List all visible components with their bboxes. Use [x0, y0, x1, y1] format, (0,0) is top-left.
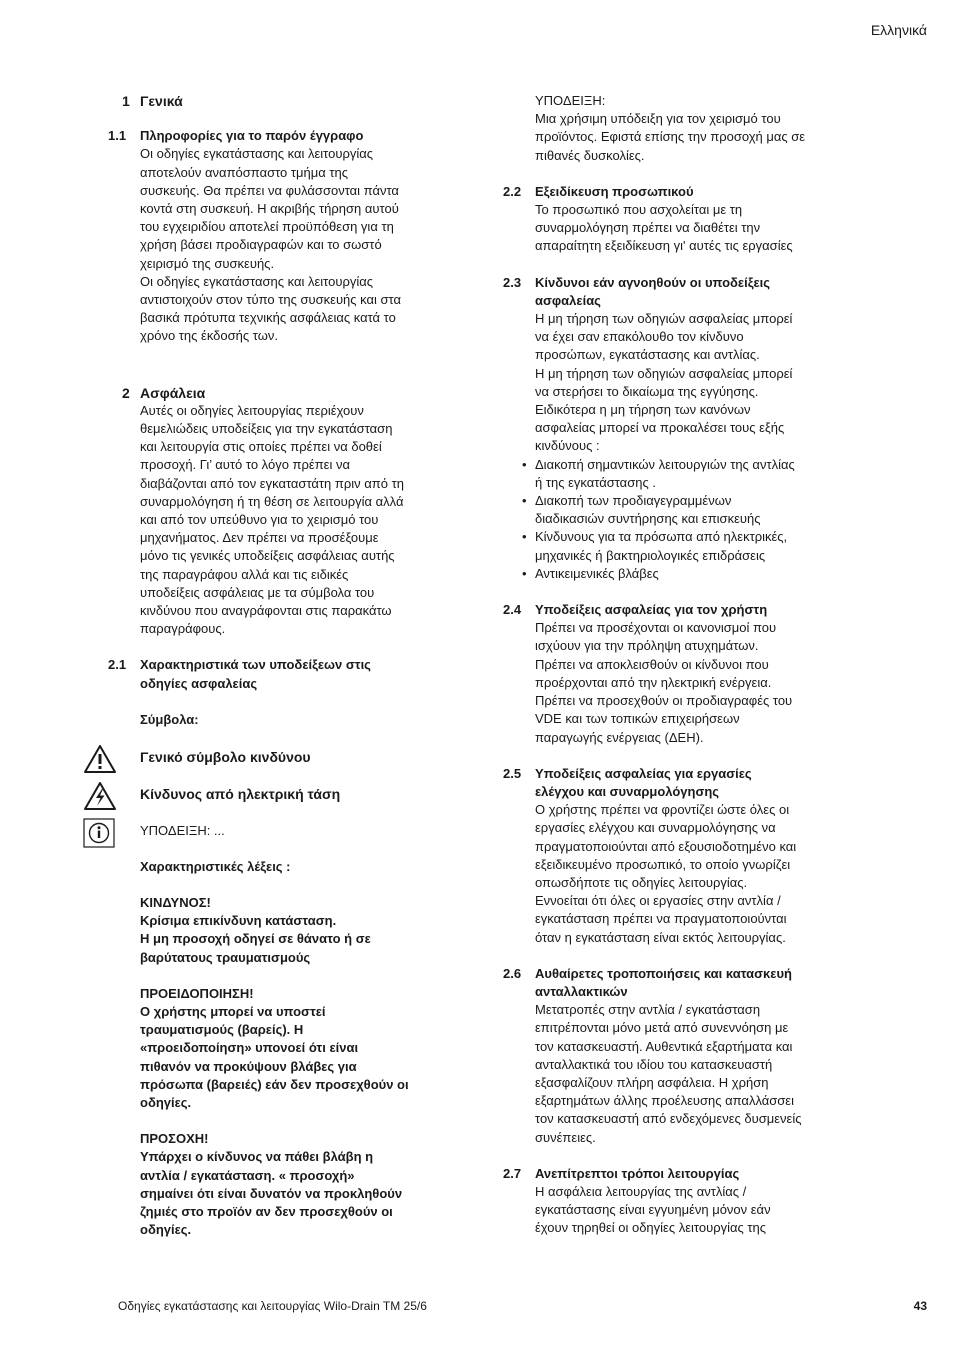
text-line: έχουν τηρηθεί οι οδηγίες λειτουργίας της [535, 1220, 767, 1236]
text-line: προϊόντος. Εφιστά επίσης την προσοχή μας σε [535, 129, 806, 145]
text-line: συναρμολόγηση πρέπει να διαθέτει την [535, 220, 761, 236]
text-line: Πρέπει να αποκλεισθούν οι κίνδυνοι που [535, 656, 769, 672]
text-line: ή της εγκατάστασης . [535, 474, 656, 490]
note-intro [535, 92, 833, 165]
section-number: 1 [122, 93, 130, 109]
note-label: ΥΠΟΔΕΙΞΗ: ... [140, 822, 225, 838]
text-line: συνέπειες. [535, 1129, 596, 1145]
text-line: της παραγράφου αλλά και τις ειδικές [140, 566, 349, 582]
text-line: ασφαλείας μπορεί να προκαλέσει τους εξής [535, 420, 785, 436]
title-line: ασφαλείας [535, 292, 601, 308]
text-line: συσκευής. Θα πρέπει να φυλάσσονται πάντα [140, 182, 399, 198]
text-line: αντλία / εγκατάσταση. « προσοχή» [140, 1167, 355, 1183]
section-2 [108, 384, 438, 639]
text-line: θεμελιώδεις υποδείξεις για την εγκατάσταση [140, 421, 393, 437]
text-line: Πρέπει να προσεχθούν οι προδιαγραφές του [535, 693, 793, 709]
text-line: κινδύνους : [535, 438, 600, 454]
text-line: Η μη προσοχή οδηγεί σε θάνατο ή σε [140, 931, 371, 947]
list-item [535, 492, 833, 528]
section-number: 2.3 [503, 274, 522, 290]
text-line: «προειδοποίηση» υπονοεί ότι είναι [140, 1040, 359, 1056]
section-title [535, 274, 833, 310]
text-line: Οι οδηγίες εγκατάστασης και λειτουργίας [140, 146, 374, 162]
section-title: Πληροφορίες για το παρόν έγγραφο [140, 128, 364, 144]
text-line: ζημιές στο προϊόν αν δεν προσεχθούν οι [140, 1203, 393, 1219]
section-body [535, 201, 833, 256]
text-line: του εγχειριδίου αποτελεί προϋπόθεση για τη [140, 219, 394, 235]
text-line: Εννοείται ότι όλες οι εργασίες στην αντλία / [535, 893, 781, 909]
text-line: αντιστοιχούν στον τύπο της συσκευής και στα [140, 292, 402, 308]
text-line: εξειδικευμένο προσωπικό, το οποίο γνωρίζει [535, 856, 791, 872]
info-icon [83, 818, 115, 848]
text-line: οδηγίες. [140, 1094, 192, 1110]
text-line: Ο χρήστης μπορεί να υποστεί [140, 1003, 326, 1019]
text-line: ΠΡΟΕΙΔΟΠΟΙΗΣΗ! [140, 985, 254, 1001]
text-line: • Διακοπή των προδιαγεγραμμένων [535, 493, 732, 509]
text-line: κοντά στη συσκευή. Η ακριβής τήρηση αυτού [140, 201, 399, 217]
symbols-label: Σύμβολα: [140, 711, 199, 727]
section-body [535, 1183, 833, 1238]
text-line: Η μη τήρηση των οδηγιών ασφαλείας μπορεί [535, 311, 793, 327]
text-line: προέρχονται από την ηλεκτρική ενέργεια. [535, 674, 772, 690]
text-line: σημαίνει ότι είναι δυνατόν να προκληθούν [140, 1185, 403, 1201]
section-body [140, 145, 438, 345]
text-line: βασικά πρότυπα τεχνικής ασφάλειας κατά το [140, 310, 396, 326]
section-2-1 [108, 656, 438, 1239]
section-2-7 [503, 1165, 833, 1238]
text-line: • Αντικειμενικές βλάβες [535, 565, 659, 581]
section-number: 2.6 [503, 965, 522, 981]
section-body [535, 619, 833, 746]
section-number: 2 [122, 384, 130, 401]
text-line: ΚΙΝΔΥΝΟΣ! [140, 894, 211, 910]
text-line: εξασφαλίζουν πλήρη ασφάλεια. Η χρήση [535, 1074, 769, 1090]
text-line: εγκατάσταση πρέπει να πραγματοποιούνται [535, 911, 787, 927]
text-line: τραυματισμούς (βαρείς). Η [140, 1022, 304, 1038]
section-title [140, 656, 438, 692]
text-line: ΠΡΟΣΟΧΗ! [140, 1131, 209, 1147]
text-line: να στερήσει το δικαίωμα της εγγύησης. [535, 383, 759, 399]
note-row [140, 822, 438, 840]
section-2-4 [503, 601, 833, 747]
section-title: Ανεπίτρεπτοι τρόποι λειτουργίας [535, 1165, 740, 1181]
section-2-2 [503, 183, 833, 256]
electric-danger-row [140, 785, 438, 803]
electric-hazard-icon [83, 781, 117, 811]
title-line: Κίνδυνοι εάν αγνοηθούν οι υποδείξεις [535, 274, 771, 290]
warning-triangle-icon [83, 744, 117, 774]
section-title [535, 765, 833, 801]
text-line: Η ασφάλεια λειτουργίας της αντλίας / [535, 1183, 747, 1199]
title-line: Χαρακτηριστικά των υποδείξεων στις [140, 657, 371, 673]
list-item [535, 528, 833, 564]
section-1-heading [108, 92, 438, 110]
section-title: Γενικά [140, 93, 183, 109]
text-line: Ο χρήστης πρέπει να φροντίζει ώστε όλες οι [535, 802, 790, 818]
section-number: 2.1 [108, 657, 127, 673]
text-line: τον κατασκευαστή από ενδεχόμενες δυσμενείς [535, 1111, 802, 1127]
section-2-3 [503, 274, 833, 583]
text-line: Ειδικότερα η μη τήρηση των κανόνων [535, 402, 751, 418]
text-line: VDE και των τοπικών επιχειρήσεων [535, 711, 740, 727]
text-line: απαραίτητη εξειδίκευση γι' αυτές τις εργασίες [535, 238, 793, 254]
warning-block [140, 985, 438, 1112]
general-danger-label: Γενικό σύμβολο κινδύνου [140, 749, 311, 766]
title-line: οδηγίες ασφαλείας [140, 675, 258, 691]
text-line: Μετατροπές στην αντλία / εγκατάσταση [535, 1002, 761, 1018]
text-line: εργασίες ελέγχου και συναρμολόγησης να [535, 820, 776, 836]
text-line: εγκατάστασης είναι εγγυημένη μόνον εάν [535, 1202, 771, 1218]
text-line: εξαρτημάτων άλλης προέλευσης απαλλάσσει [535, 1093, 794, 1109]
text-line: χρόνο της έκδοσής των. [140, 328, 278, 344]
title-line: ανταλλακτικών [535, 983, 628, 999]
text-line: πιθανόν να προκύψουν βλάβες για [140, 1058, 357, 1074]
text-line: και από τον υπεύθυνο για το χειρισμό του [140, 512, 379, 528]
title-line: Υποδείξεις ασφαλείας για εργασίες [535, 765, 752, 781]
language-label: Ελληνικά [870, 22, 927, 38]
text-line: και λειτουργία στις οποίες πρέπει να δοθεί [140, 439, 382, 455]
section-2-6 [503, 965, 833, 1147]
text-line: βαρύτατους τραυματισμούς [140, 949, 311, 965]
text-line: πιθανές δυσκολίες. [535, 147, 645, 163]
section-number: 2.4 [503, 602, 522, 618]
footer-document-title: Οδηγίες εγκατάστασης και λειτουργίας Wilo-Drain TM 25/6 [118, 1299, 427, 1313]
section-title: Ασφάλεια [140, 384, 206, 401]
text-line: χειρισμό της συσκευής. [140, 255, 275, 271]
text-line: διαβάζονται από τον εγκαταστάτη πριν από τη [140, 475, 404, 491]
section-2-5 [503, 765, 833, 947]
page-number: 43 [913, 1299, 927, 1313]
text-line: υποδείξεις ασφάλειας με τα σύμβολα του [140, 584, 375, 600]
section-number: 2.7 [503, 1165, 522, 1181]
text-line: μηχανικές ή βακτηριολογικές επιδράσεις [535, 547, 766, 563]
section-body [535, 1001, 833, 1147]
section-number: 1.1 [108, 128, 127, 144]
section-title: Υποδείξεις ασφαλείας για τον χρήστη [535, 602, 768, 618]
hazard-list [535, 456, 833, 583]
text-line: ισχύουν για την πρόληψη ατυχημάτων. [535, 638, 759, 654]
text-line: Πρέπει να προσέχονται οι κανονισμοί που [535, 620, 777, 636]
text-line: • Διακοπή σημαντικών λειτουργιών της αντλίας [535, 456, 795, 472]
left-column [108, 92, 438, 1239]
text-line: πραγματοποιούνται από εξουσιοδοτημένο και [535, 838, 797, 854]
section-number: 2.2 [503, 183, 522, 199]
right-column [503, 92, 833, 1238]
section-title [535, 965, 833, 1001]
text-line: Αυτές οι οδηγίες λειτουργίας περιέχουν [140, 402, 364, 418]
keywords-label: Χαρακτηριστικές λέξεις : [140, 858, 291, 874]
section-title: Εξειδίκευση προσωπικού [535, 183, 694, 199]
text-line: κινδύνου που αναγράφονται στις παρακάτω [140, 603, 392, 619]
text-line: ΥΠΟΔΕΙΞΗ: [535, 93, 606, 108]
list-item [535, 456, 833, 492]
electric-danger-label: Κίνδυνος από ηλεκτρική τάση [140, 786, 341, 803]
text-line: Μια χρήσιμη υπόδειξη για τον χειρισμό του [535, 111, 781, 127]
text-line: αποτελούν αναπόσπαστο τμήμα της [140, 164, 349, 180]
general-danger-row [140, 748, 438, 766]
title-line: ελέγχου και συναρμολόγησης [535, 783, 720, 799]
text-line: όταν η εγκατάσταση είναι εκτός λειτουργίας. [535, 929, 786, 945]
section-body [535, 310, 833, 456]
text-line: προσοχή. Γι’ αυτό το λόγο πρέπει να [140, 457, 350, 473]
section-number: 2.5 [503, 765, 522, 781]
text-line: Οι οδηγίες εγκατάστασης και λειτουργίας [140, 273, 374, 289]
text-line: προσώπων, εγκατάστασης και αντλίας. [535, 347, 760, 363]
section-1-1 [108, 127, 438, 345]
text-line: πρόσωπα (βαρειές) εάν δεν προσεχθούν οι [140, 1076, 409, 1092]
text-line: οπωσδήποτε τις οδηγίες λειτουργίας. [535, 874, 748, 890]
text-line: συναρμολόγηση ή τη θέση σε λειτουργία αλλά [140, 493, 404, 509]
danger-block [140, 894, 438, 967]
title-line: Αυθαίρετες τροποποιήσεις και κατασκευή [535, 965, 792, 981]
text-line: να έχει σαν επακόλουθο τον κίνδυνο [535, 329, 744, 345]
text-line: επιτρέπονται μόνο μετά από συνεννόηση με [535, 1020, 789, 1036]
text-line: μηχανήματος. Δεν πρέπει να προσέξουμε [140, 530, 379, 546]
text-line: τον κατασκευαστή. Αυθεντικά εξαρτήματα και [535, 1038, 793, 1054]
text-line: μόνο τις γενικές υποδείξεις ασφάλειας αυτής [140, 548, 395, 564]
text-line: Υπάρχει ο κίνδυνος να πάθει βλάβη η [140, 1149, 374, 1165]
text-line: οδηγίες. [140, 1222, 192, 1238]
text-line: Η μη τήρηση των οδηγιών ασφαλείας μπορεί [535, 365, 793, 381]
text-line: ανταλλακτικά του ιδίου του κατασκευαστή [535, 1056, 773, 1072]
text-line: χρήση βάσει προδιαγραφών και το σωστό [140, 237, 382, 253]
text-line: διαδικασιών συντήρησης και επισκευής [535, 511, 761, 527]
text-line: • Κίνδυνους για τα πρόσωπα από ηλεκτρικές, [535, 529, 788, 545]
caution-block [140, 1130, 438, 1239]
section-body [140, 402, 438, 639]
text-line: Το προσωπικό που ασχολείται με τη [535, 202, 743, 218]
section-body [535, 801, 833, 947]
text-line: παραγράφους. [140, 621, 226, 637]
text-line: παραγωγής ενέργειας (ΔΕΗ). [535, 729, 704, 745]
text-line: Κρίσιμα επικίνδυνη κατάσταση. [140, 913, 337, 929]
list-item [535, 565, 833, 583]
